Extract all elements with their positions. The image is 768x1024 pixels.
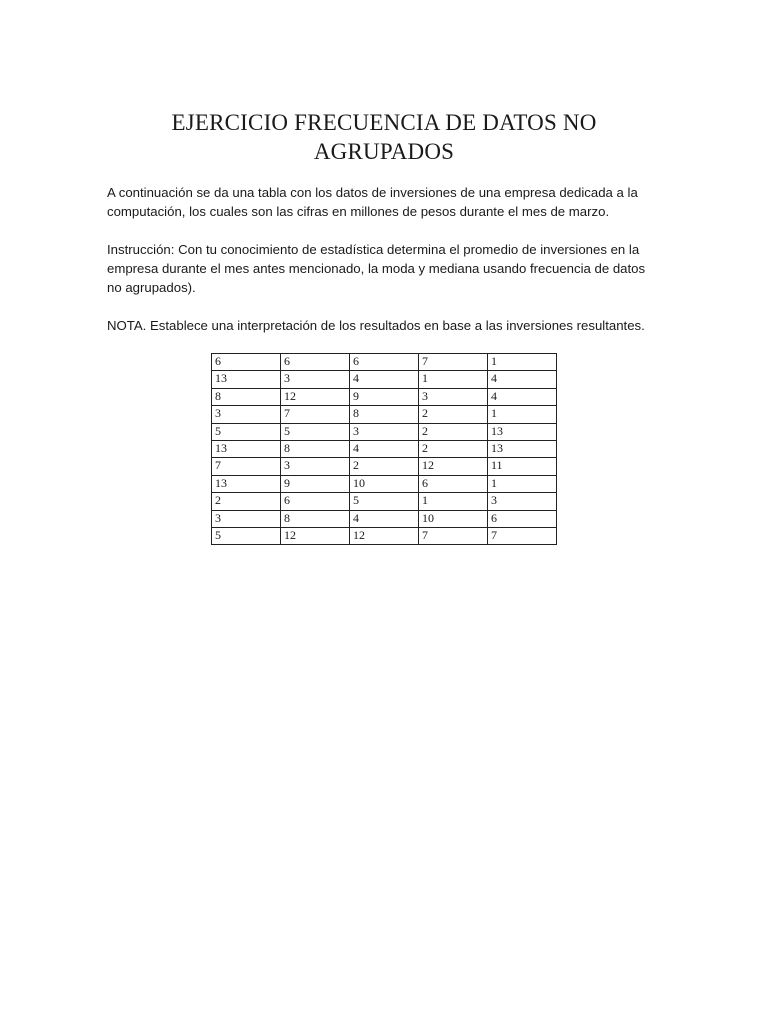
table-cell: 3: [419, 388, 488, 405]
table-cell: 3: [281, 458, 350, 475]
table-cell: 5: [281, 423, 350, 440]
table-row: [212, 406, 557, 423]
paragraph-line: NOTA. Establece una interpretación de los resultados en base a las inversiones resultantes.: [107, 318, 645, 333]
table-cell: 6: [281, 493, 350, 510]
table-row: [212, 440, 557, 457]
table-cell: 6: [488, 510, 557, 527]
table-row: [212, 510, 557, 527]
table-cell: 7: [419, 527, 488, 544]
table-cell: 1: [488, 475, 557, 492]
table-cell: 5: [212, 527, 281, 544]
table-cell: 4: [350, 371, 419, 388]
table-cell: 6: [212, 354, 281, 371]
table-cell: 1: [488, 406, 557, 423]
table-cell: 5: [350, 493, 419, 510]
table-row: [212, 493, 557, 510]
table-cell: 3: [488, 493, 557, 510]
table-cell: 6: [350, 354, 419, 371]
table-row: [212, 458, 557, 475]
table-cell: 8: [281, 440, 350, 457]
table-cell: 1: [419, 371, 488, 388]
paragraph-line: computación, los cuales son las cifras en millones de pesos durante el mes de marzo.: [107, 204, 610, 219]
table-cell: 2: [419, 406, 488, 423]
table-cell: 4: [488, 371, 557, 388]
table-cell: 12: [281, 527, 350, 544]
table-cell: 1: [419, 493, 488, 510]
table-cell: 13: [488, 440, 557, 457]
table-cell: 13: [488, 423, 557, 440]
table-row: [212, 388, 557, 405]
table-cell: 7: [212, 458, 281, 475]
paragraph-line: Instrucción: Con tu conocimiento de estadística determina el promedio de inversiones en la: [107, 242, 640, 257]
table-cell: 3: [212, 406, 281, 423]
table-cell: 13: [212, 371, 281, 388]
document-title: [0, 108, 768, 166]
table-cell: 2: [212, 493, 281, 510]
table-cell: 10: [350, 475, 419, 492]
intro-paragraph: [107, 183, 672, 221]
table-cell: 12: [350, 527, 419, 544]
table-cell: 9: [281, 475, 350, 492]
table-row: [212, 527, 557, 544]
investment-data-table: [211, 353, 557, 545]
title-line: EJERCICIO FRECUENCIA DE DATOS NO: [171, 110, 597, 135]
table-cell: 8: [212, 388, 281, 405]
note-paragraph: [107, 316, 672, 335]
table-cell: 13: [212, 440, 281, 457]
table-cell: 3: [212, 510, 281, 527]
table-cell: 2: [419, 423, 488, 440]
table-row: [212, 354, 557, 371]
table-row: [212, 423, 557, 440]
table-cell: 5: [212, 423, 281, 440]
table-cell: 7: [488, 527, 557, 544]
paragraph-line: empresa durante el mes antes mencionado, la moda y mediana usando frecuencia de datos: [107, 261, 646, 276]
paragraph-line: A continuación se da una tabla con los datos de inversiones de una empresa dedicada a la: [107, 185, 638, 200]
table-cell: 2: [350, 458, 419, 475]
table-cell: 1: [488, 354, 557, 371]
table-cell: 10: [419, 510, 488, 527]
table-cell: 4: [350, 510, 419, 527]
table-cell: 4: [350, 440, 419, 457]
table-cell: 9: [350, 388, 419, 405]
table-cell: 8: [281, 510, 350, 527]
table-cell: 8: [350, 406, 419, 423]
table-cell: 3: [281, 371, 350, 388]
table-cell: 3: [350, 423, 419, 440]
table-cell: 13: [212, 475, 281, 492]
table-cell: 6: [419, 475, 488, 492]
table-cell: 12: [281, 388, 350, 405]
table-cell: 6: [281, 354, 350, 371]
table-cell: 4: [488, 388, 557, 405]
table-cell: 2: [419, 440, 488, 457]
table-cell: 7: [419, 354, 488, 371]
table-cell: 7: [281, 406, 350, 423]
paragraph-line: no agrupados).: [107, 280, 196, 295]
table-cell: 12: [419, 458, 488, 475]
instruction-paragraph: [107, 240, 672, 297]
table-cell: 11: [488, 458, 557, 475]
table-row: [212, 475, 557, 492]
table-body: [212, 354, 557, 545]
table-row: [212, 371, 557, 388]
title-line: AGRUPADOS: [313, 139, 455, 164]
